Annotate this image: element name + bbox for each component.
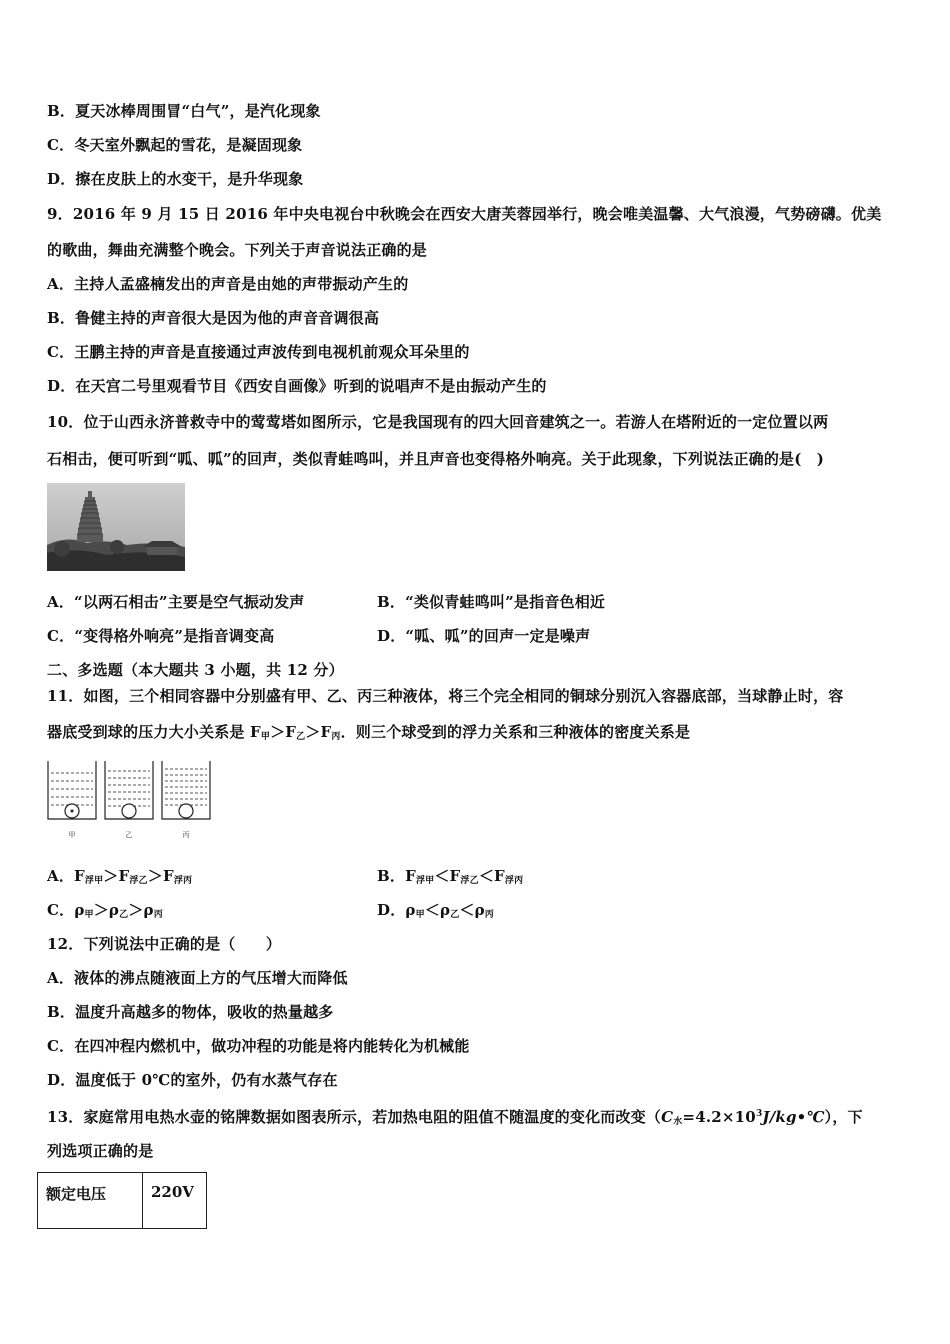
q12-option-b: B．温度升高越多的物体，吸收的热量越多: [47, 1003, 334, 1021]
q11-option-b: B．$F_{浮甲}<F_{浮乙}<F_{浮丙}$: [377, 867, 524, 886]
q10-option-c: C．“变得格外响亮”是指音调变高: [47, 627, 275, 645]
q11-stem-line2: 器底受到球的压力大小关系是 $F_甲>F_乙>F_丙$．则三个球受到的浮力关系和三种液体的密度关系是: [47, 723, 691, 742]
q12-option-d: D．温度低于 0℃的室外，仍有水蒸气存在: [47, 1071, 338, 1089]
q11-option-d: D．$\rho_甲<\rho_乙<\rho_丙$: [377, 901, 494, 920]
q10-option-a: A．“以两石相击”主要是空气振动发声: [47, 593, 305, 611]
q10-option-d: D．“呱、呱”的回声一定是噪声: [377, 627, 591, 645]
spec-value-rated-voltage: 220V: [143, 1173, 207, 1229]
q8-option-c: C．冬天室外飘起的雪花，是凝固现象: [47, 136, 303, 154]
q10-stem-line2: 石相击，便可听到“呱、呱”的回声，类似青蛙鸣叫，并且声音也变得格外响亮。关于此现象，下列说法正确的是( ): [47, 450, 825, 468]
q10-stem-line1: 10．位于山西永济普救寺中的莺莺塔如图所示，它是我国现有的四大回音建筑之一。若游人在塔附近的一定位置以两: [47, 413, 829, 431]
beaker-label-jia: 甲: [68, 831, 76, 839]
spec-key-rated-voltage: 额定电压: [38, 1173, 143, 1229]
q9-option-a: A．主持人孟盛楠发出的声音是由她的声带振动产生的: [47, 275, 409, 293]
beaker-label-bing: 丙: [182, 831, 190, 839]
q10-option-b: B．“类似青蛙鸣叫”是指音色相近: [377, 593, 606, 611]
q9-option-b: B．鲁健主持的声音很大是因为他的声音音调很高: [47, 309, 380, 327]
q9-option-c: C．王鹏主持的声音是直接通过声波传到电视机前观众耳朵里的: [47, 343, 470, 361]
q13-stem-line1: 13．家庭常用电热水壶的铭牌数据如图表所示，若加热电阻的阻值不随温度的变化而改变$(C_水=4.2\times 10^3J/kg•℃)$，下: [47, 1108, 863, 1127]
table-row: [38, 1173, 207, 1229]
section-heading-multiple-choice: 二、多选题（本大题共 3 小题，共 12 分）: [47, 661, 344, 679]
q11-option-c: C．$\rho_甲>\rho_乙>\rho_丙$: [47, 901, 163, 920]
q12-option-a: A．液体的沸点随液面上方的气压增大而降低: [47, 969, 348, 987]
q8-option-d: D．擦在皮肤上的水变干，是升华现象: [47, 170, 304, 188]
q11-option-a: A．$F_{浮甲}>F_{浮乙}>F_{浮丙}$: [47, 867, 193, 886]
q9-stem-line1: 9．2016 年 9 月 15 日 2016 年中央电视台中秋晚会在西安大唐芙蓉园举行，晚会唯美温馨、大气浪漫，气势磅礴。优美: [47, 205, 882, 223]
kettle-spec-table: [37, 1172, 207, 1229]
three-beakers-diagram: [45, 757, 213, 845]
q8-option-b: B．夏天冰棒周围冒“白气”，是汽化现象: [47, 102, 321, 120]
q9-stem-line2: 的歌曲，舞曲充满整个晚会。下列关于声音说法正确的是: [47, 241, 428, 259]
q12-option-c: C．在四冲程内燃机中，做功冲程的功能是将内能转化为机械能: [47, 1037, 470, 1055]
q11-stem-line1: 11．如图，三个相同容器中分别盛有甲、乙、丙三种液体，将三个完全相同的铜球分别沉入容器底部，当球静止时，容: [47, 687, 844, 705]
q12-stem: 12．下列说法中正确的是（ ）: [47, 935, 282, 953]
pagoda-photo: [47, 483, 185, 571]
beaker-label-yi: 乙: [125, 831, 133, 839]
q9-option-d: D．在天宫二号里观看节目《西安自画像》听到的说唱声不是由振动产生的: [47, 377, 547, 395]
q13-stem-line2: 列选项正确的是: [47, 1142, 154, 1160]
